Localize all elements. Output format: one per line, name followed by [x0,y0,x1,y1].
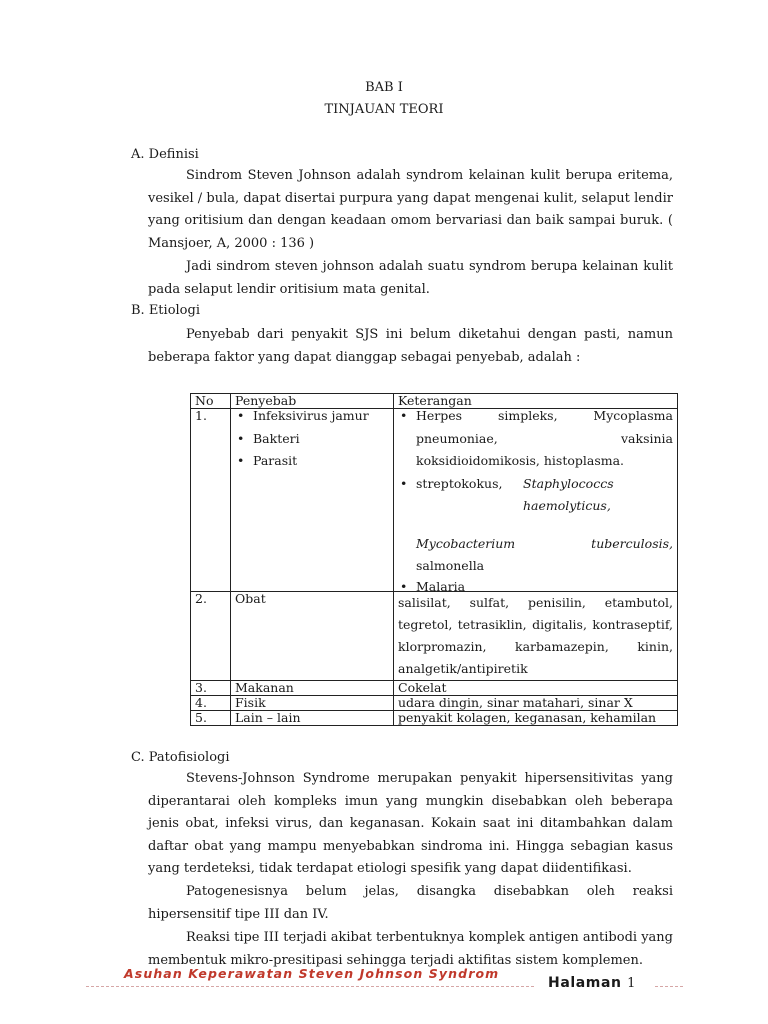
patofisiologi-paragraph-3: Reaksi tipe III terjadi akibat terbentuknya komplek antigen antibodi yang membentuk mikro-presitipasi sehingga terjadi aktifitas sistem komplemen. [148,930,673,968]
definisi-paragraph-1: Sindrom Steven Johnson adalah syndrom kelainan kulit berupa eritema, vesikel / bula, dapat disertai purpura yang dapat mengenai kulit, selaput lendir yang oritisium dan dengan keadaan omom bervariasi dan baik sampai buruk. ( Mansjoer, A, 2000 : 136 ) [148,168,673,251]
etiology-table [190,393,678,726]
table-row [191,409,678,592]
page-number: 1 [627,976,636,991]
patofisiologi-paragraph-1: Stevens-Johnson Syndrome merupakan penyakit hipersensitivitas yang diperantarai oleh kompleks imun yang mungkin disebabkan oleh beberapa jenis obat, infeksi virus, dan keganasan. Kokain saat ini ditambahkan dalam daftar obat yang mampu menyebabkan sindroma ini. Hingga sebagian kasus yang terdeteksi, tidak terdapat etiologi spesifik yang dapat diidentifikasi. [148,771,673,876]
row-no: 5. [191,710,231,725]
row-keterangan: salisilat, sulfat, penisilin, etambutol, tegretol, tetrasiklin, digitalis, kontraseptif, klorpromazin, karbamazepin, kinin, analgetik/antipiretik [394,591,678,680]
row-keterangan: Cokelat [394,680,678,695]
etiologi-paragraph: Penyebab dari penyakit SJS ini belum diketahui dengan pasti, namun beberapa faktor yang dapat dianggap sebagai penyebab, adalah : [148,327,673,365]
section-heading-etiologi: B. Etiologi [131,303,200,318]
cause-item: • Infeksivirus jamur [253,405,389,428]
table-row [191,695,678,710]
cause-item: • Parasit [253,450,389,473]
footer-divider-left [86,986,534,987]
keterangan-item [416,473,673,518]
row-penyebab: Fisik [231,695,394,710]
row-no: 3. [191,680,231,695]
page-label-text: Halaman [548,975,622,991]
page-number-label [548,975,636,991]
patofisiologi-paragraph-2: Patogenesisnya belum jelas, disangka disebabkan oleh reaksi hipersensitif tipe III dan IV. [148,884,673,922]
row-keterangan: penyakit kolagen, keganasan, kehamilan [394,710,678,725]
footer-document-title: Asuhan Keperawatan Steven Johnson Syndrom [124,966,500,981]
row-keterangan [394,409,678,592]
row-penyebab: Lain – lain [231,710,394,725]
row-keterangan: udara dingin, sinar matahari, sinar X [394,695,678,710]
section-heading-definisi: A. Definisi [131,147,199,162]
table-row [191,680,678,695]
row-no: 2. [191,591,231,680]
footer-divider-right [655,986,683,987]
definisi-paragraph-2: Jadi sindrom steven johnson adalah suatu syndrom berupa kelainan kulit pada selaput lendir oritisium mata genital. [148,259,673,297]
keterangan-item: • Malaria [416,578,673,596]
row-penyebab [231,409,394,592]
header-penyebab: Penyebab [231,394,394,409]
chapter-label: BAB I [365,80,403,95]
page-title: TINJAUAN TEORI [324,102,444,117]
section-heading-patofisiologi: C. Patofisiologi [131,750,230,765]
table-row [191,710,678,725]
header-no: No [191,394,231,409]
keterangan-mycobacterium: Mycobacterium tuberculosis, [416,535,673,551]
keterangan-staphylococcus: Staphylococcs haemolyticus, [523,475,614,513]
cause-item: • Bakteri [253,428,389,451]
row-penyebab: Obat [231,591,394,680]
keterangan-streptokokus: • streptokokus, [416,475,503,491]
table-row [191,591,678,680]
keterangan-item: • Herpes simpleks, Mycoplasma pneumoniae, vaksinia koksidioidomikosis, histoplasma. [416,405,673,473]
header-keterangan: Keterangan [394,394,678,409]
row-no: 1. [191,409,231,592]
row-penyebab: Makanan [231,680,394,695]
row-no: 4. [191,695,231,710]
keterangan-salmonella: salmonella [416,558,485,573]
